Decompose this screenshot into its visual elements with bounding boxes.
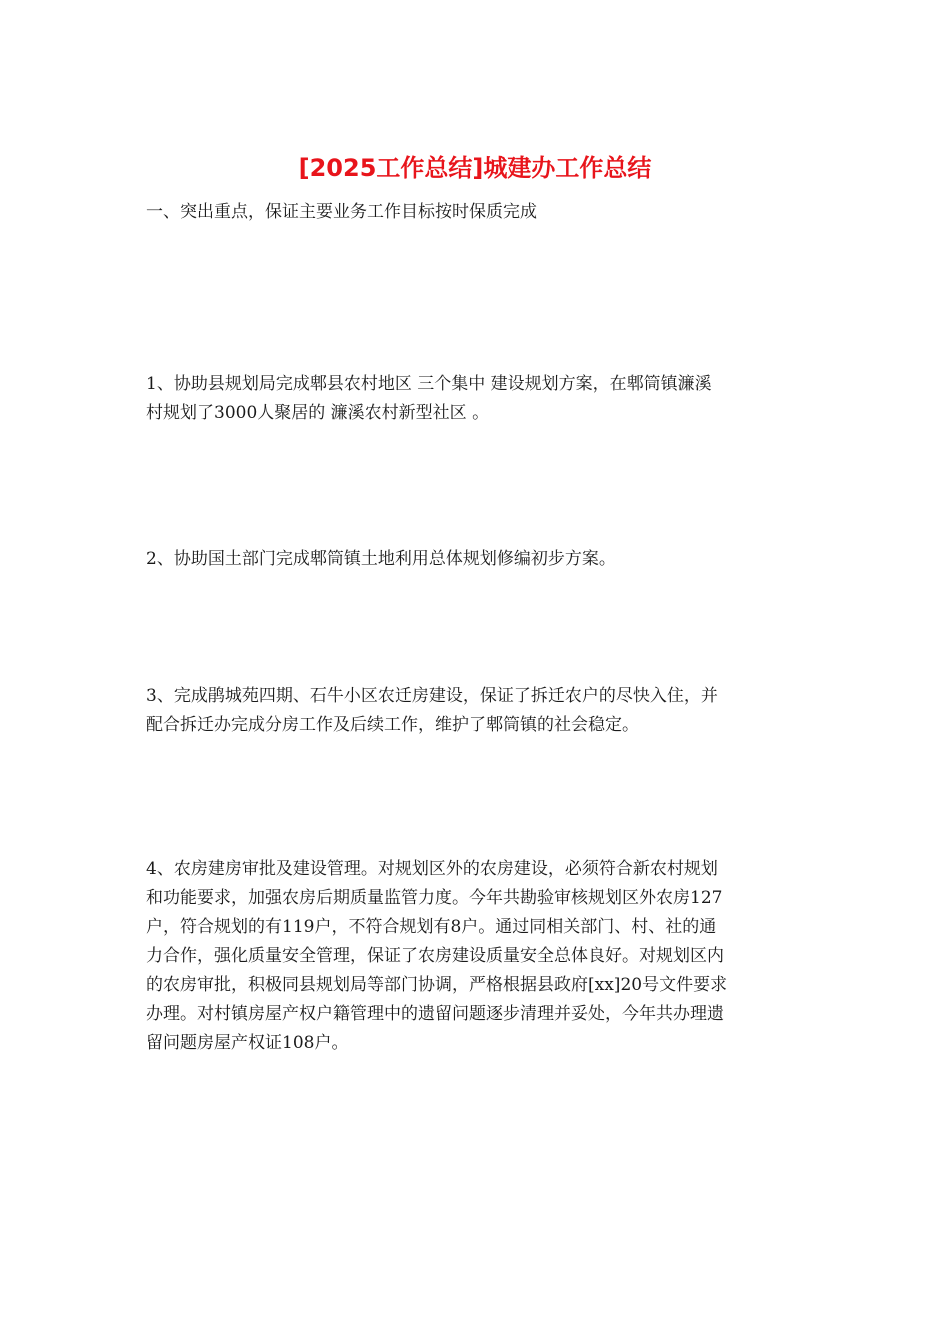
paragraph-line: 3、完成鹃城苑四期、石牛小区农迁房建设，保证了拆迁农户的尽快入住，并: [146, 686, 718, 706]
paragraph-line: 办理。对村镇房屋产权户籍管理中的遗留问题逐步清理并妥处，今年共办理遗: [146, 1004, 724, 1024]
paragraph-line: 1、协助县规划局完成郫县农村地区 三个集中 建设规划方案，在郫筒镇濂溪: [146, 374, 712, 394]
paragraph-line: 力合作，强化质量安全管理，保证了农房建设质量安全总体良好。对规划区内: [146, 946, 724, 966]
document-title: [2025工作总结]城建办工作总结: [298, 154, 652, 182]
paragraph-line: 配合拆迁办完成分房工作及后续工作，维护了郫筒镇的社会稳定。: [146, 715, 639, 735]
paragraph-line: 2、协助国土部门完成郫筒镇土地利用总体规划修编初步方案。: [146, 549, 616, 569]
paragraph-3: [146, 682, 806, 740]
paragraph-2: [146, 545, 806, 574]
paragraph-line: 留问题房屋产权证108户。: [146, 1033, 349, 1053]
paragraph-4: [146, 855, 806, 1058]
paragraph-1: [146, 370, 806, 428]
paragraph-line: 4、农房建房审批及建设管理。对规划区外的农房建设，必须符合新农村规划: [146, 859, 718, 879]
section-heading: 一、突出重点，保证主要业务工作目标按时保质完成: [146, 202, 537, 222]
paragraph-line: 村规划了3000人聚居的 濂溪农村新型社区 。: [146, 403, 490, 423]
paragraph-line: 和功能要求，加强农房后期质量监管力度。今年共勘验审核规划区外农房127: [146, 888, 723, 908]
paragraph-line: 的农房审批，积极同县规划局等部门协调，严格根据县政府[xx]20号文件要求: [146, 975, 728, 995]
paragraph-line: 户，符合规划的有119户，不符合规划有8户。通过同相关部门、村、社的通: [146, 917, 717, 937]
